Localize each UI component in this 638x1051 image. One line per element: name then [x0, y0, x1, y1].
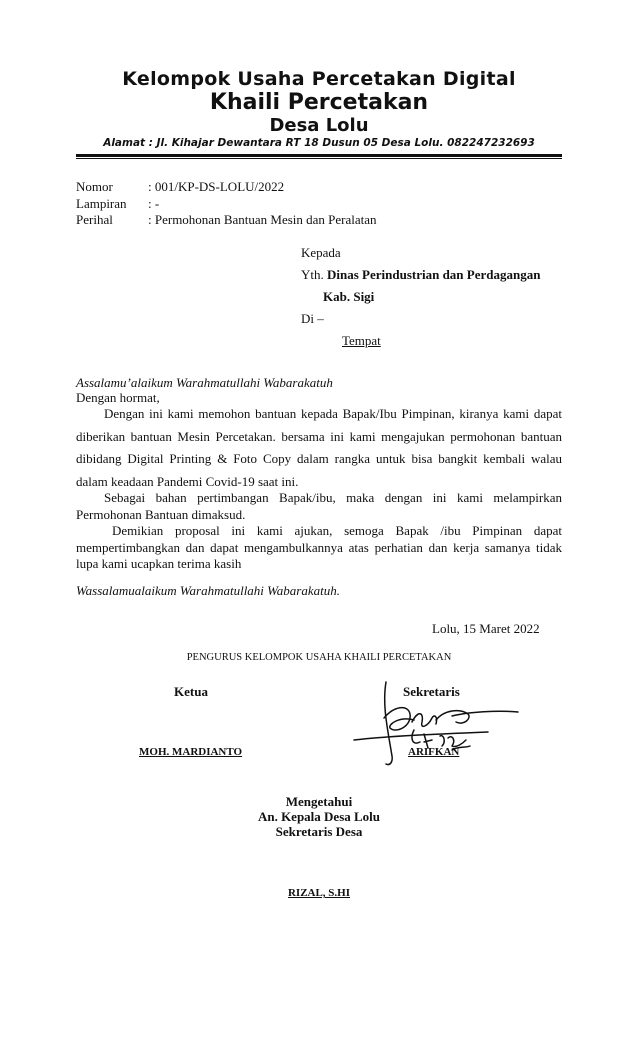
sekretaris-title: Sekretaris	[403, 684, 460, 699]
kepala-desa-line: An. Kepala Desa Lolu	[257, 809, 381, 824]
kepada: Kepada	[301, 245, 341, 260]
nomor-label: Nomor	[76, 179, 113, 194]
paragraph-3: Demikian proposal ini kami ajukan, semoga Bapak /ibu Pimpinan dapat mempertimbangkan dan dapat mengambulkannya atas perhatian dan kerja samanya tidak lupa kami ucapkan terima kasih	[76, 523, 562, 571]
letterhead-rule-thick	[76, 154, 562, 157]
letterhead-line2: Khaili Percetakan	[209, 90, 429, 115]
di-line: Di –	[301, 311, 324, 326]
closing: Wassalamualaikum Warahmatullahi Wabarakatuh.	[76, 583, 340, 598]
letterhead-rule-thin	[76, 158, 562, 159]
paragraph-1: Dengan ini kami memohon bantuan kepada Bapak/Ibu Pimpinan, kiranya kami dapat diberikan bantuan Mesin Percetakan. bersama ini kami mengajukan permohonan bantuan dibidang Digital Printing & Foto Copy dalam rangka untuk bisa bangkit kembali walau dalam keadaan Pandemi Covid-19 saat ini.	[76, 406, 562, 489]
sekretaris-name: ARIFKAN	[408, 746, 460, 758]
recipient-name: Dinas Perindustrian dan Perdagangan	[327, 267, 541, 282]
ketua-name: MOH. MARDIANTO	[139, 746, 243, 758]
salam: Assalamu’alaikum Warahmatullahi Wabarakatuh	[76, 375, 333, 390]
letter-date: Lolu, 15 Maret 2022	[432, 621, 540, 636]
letterhead-line3: Desa Lolu	[269, 115, 369, 136]
recipient-line	[301, 267, 540, 283]
paragraph-2: Sebagai bahan pertimbangan Bapak/ibu, maka dengan ini kami melampirkan Permohonan Bantuan dimaksud.	[76, 490, 562, 522]
lampiran-value: : -	[148, 196, 160, 211]
letterhead-line1: Kelompok Usaha Percetakan Digital	[122, 68, 516, 90]
perihal-label: Perihal	[76, 212, 113, 227]
sekdes-name: RIZAL, S.HI	[287, 887, 351, 899]
mengetahui: Mengetahui	[285, 794, 353, 809]
sekdes-title: Sekretaris Desa	[275, 824, 363, 839]
lampiran-label: Lampiran	[76, 196, 127, 211]
greeting: Dengan hormat,	[76, 390, 160, 405]
perihal-value: : Permohonan Bantuan Mesin dan Peralatan	[148, 212, 377, 227]
letterhead-address: Alamat : Jl. Kihajar Dewantara RT 18 Dusun 05 Desa Lolu. 082247232693	[103, 137, 535, 149]
nomor-value: : 001/KP-DS-LOLU/2022	[148, 179, 285, 194]
ketua-title: Ketua	[174, 684, 208, 699]
recipient-city: Kab. Sigi	[323, 289, 375, 304]
yth-prefix: Yth.	[301, 267, 327, 282]
tempat: Tempat	[342, 333, 381, 348]
org-name: PENGURUS KELOMPOK USAHA KHAILI PERCETAKAN	[186, 652, 452, 663]
